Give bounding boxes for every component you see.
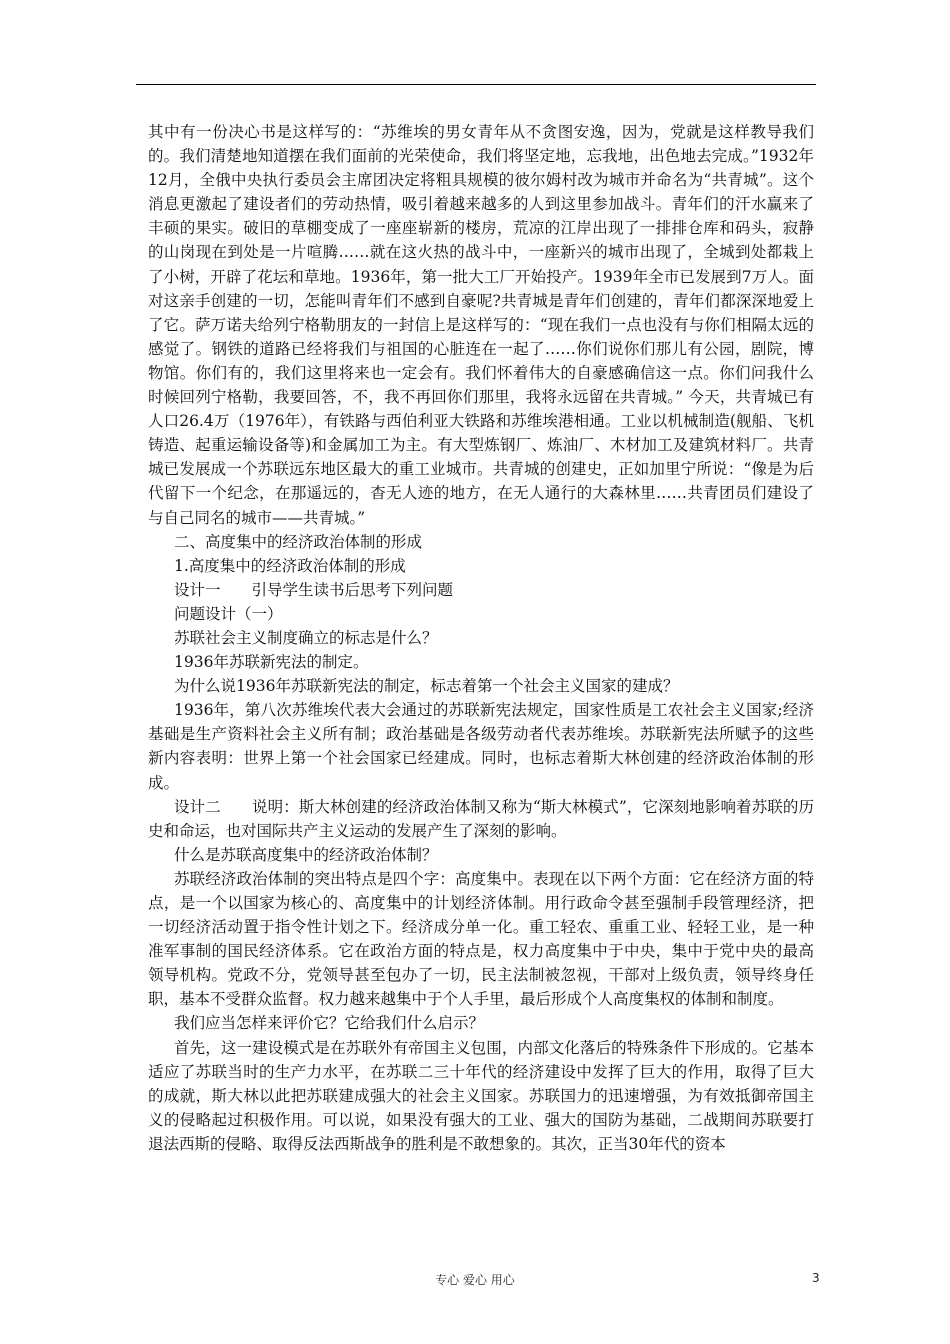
subsection-heading: 1.高度集中的经济政治体制的形成 [174, 556, 406, 575]
section-heading: 二、高度集中的经济政治体制的形成 [174, 532, 423, 551]
question-set-title: 问题设计（一） [174, 604, 283, 623]
question: 为什么说1936年苏联新宪法的制定，标志着第一个社会主义国家的建成？ [174, 677, 679, 696]
question: 什么是苏联高度集中的经济政治体制？ [174, 845, 438, 864]
page-footer [0, 1271, 950, 1291]
paragraph: 其中有一份决心书是这样写的：“苏维埃的男女青年从不贪图安逸，因为，党就是这样教导我们的。我们清楚地知道摆在我们面前的光荣使命，我们将坚定地，忘我地，出色地去完成。”1932年12月，全俄中央执行委员会主席团决定将粗具规模的彼尔姆村改为城市并命名为“共青城”。这个消息更激起了建设者们的劳动热情，吸引着越来越多的人到这里参加战斗。青年们的汗水赢来了丰硕的果实。破旧的草棚变成了一座座崭新的楼房，荒凉的江岸出现了一排排仓库和码头，寂静的山岗现在到处是一片喧腾……就在这火热的战斗中，一座新兴的城市出现了，全城到处都栽上了小树，开辟了花坛和草地。1936年，第一批大工厂开始投产。1939年全市已发展到7万人。面对这亲手创建的一切，怎能叫青年们不感到自豪呢?共青城是青年们创建的，青年们都深深地爱上了它。萨万诺夫给列宁格勒朋友的一封信上是这样写的：“现在我们一点也没有与你们相隔太远的感觉了。钢铁的道路已经将我们与祖国的心脏连在一起了……你们说你们那儿有公园，剧院，博物馆。你们有的，我们这里将来也一定会有。我们怀着伟大的自豪感确信这一点。你们问我什么时候回列宁格勒，我要回答，不，我不再回你们那里，我将永远留在共青城。” 今天，共青城已有人口26.4万（1976年），有铁路与西伯利亚大铁路和苏维埃港相通。工业以机械制造(舰船、飞机铸造、起重运输设备等)和金属加工为主。有大型炼钢厂、炼油厂、木材加工及建筑材料厂。共青城已发展成一个苏联远东地区最大的重工业城市。共青城的创建史，正如加里宁所说：“像是为后代留下一个纪念，在那遥远的，杳无人迹的地方，在无人通行的大森林里……共青团员们建设了与自己同名的城市——共青城。” [148, 123, 814, 527]
question: 我们应当怎样来评价它？它给我们什么启示？ [174, 1014, 485, 1033]
design-note: 设计二 说明：斯大林创建的经济政治体制又称为“斯大林模式”，它深刻地影响着苏联的历史和命运，也对国际共产主义运动的发展产生了深刻的影响。 [148, 797, 814, 840]
answer: 苏联经济政治体制的突出特点是四个字：高度集中。表现在以下两个方面：它在经济方面的特点，是一个以国家为核心的、高度集中的计划经济体制。用行政命令甚至强制手段管理经济，把一切经济活动置于指令性计划之下。经济成分单一化。重工轻农、重重工业、轻轻工业，是一种准军事制的国民经济体系。它在政治方面的特点是，权力高度集中于中央，集中于党中央的最高领导机构。党政不分，党领导甚至包办了一切，民主法制被忽视，干部对上级负责，领导终身任职，基本不受群众监督。权力越来越集中于个人手里，最后形成个人高度集权的体制和制度。 [148, 869, 814, 1009]
answer: 1936年，第八次苏维埃代表大会通过的苏联新宪法规定，国家性质是工农社会主义国家;经济基础是生产资料社会主义所有制；政治基础是各级劳动者代表苏维埃。苏联新宪法所赋予的这些新内容表明：世界上第一个社会国家已经建成。同时，也标志着斯大林创建的经济政治体制的形成。 [148, 701, 814, 792]
question: 苏联社会主义制度确立的标志是什么？ [174, 628, 438, 647]
design-label: 设计一 引导学生读书后思考下列问题 [174, 580, 454, 599]
answer: 首先，这一建设模式是在苏联外有帝国主义包围，内部文化落后的特殊条件下形成的。它基本适应了苏联当时的生产力水平，在苏联二三十年代的经济建设中发挥了巨大的作用，取得了巨大的成就，斯大林以此把苏联建成强大的社会主义国家。苏联国力的迅速增强，为有效抵御帝国主义的侵略起过积极作用。可以说，如果没有强大的工业、强大的国防为基础，二战期间苏联要打退法西斯的侵略、取得反法西斯战争的胜利是不敢想象的。其次，正当30年代的资本 [148, 1038, 814, 1153]
header-rule [136, 84, 816, 85]
document-body [148, 120, 814, 1156]
page-number: 3 [812, 1271, 820, 1285]
answer: 1936年苏联新宪法的制定。 [174, 653, 369, 672]
footer-motto: 专心 爱心 用心 [435, 1273, 515, 1287]
